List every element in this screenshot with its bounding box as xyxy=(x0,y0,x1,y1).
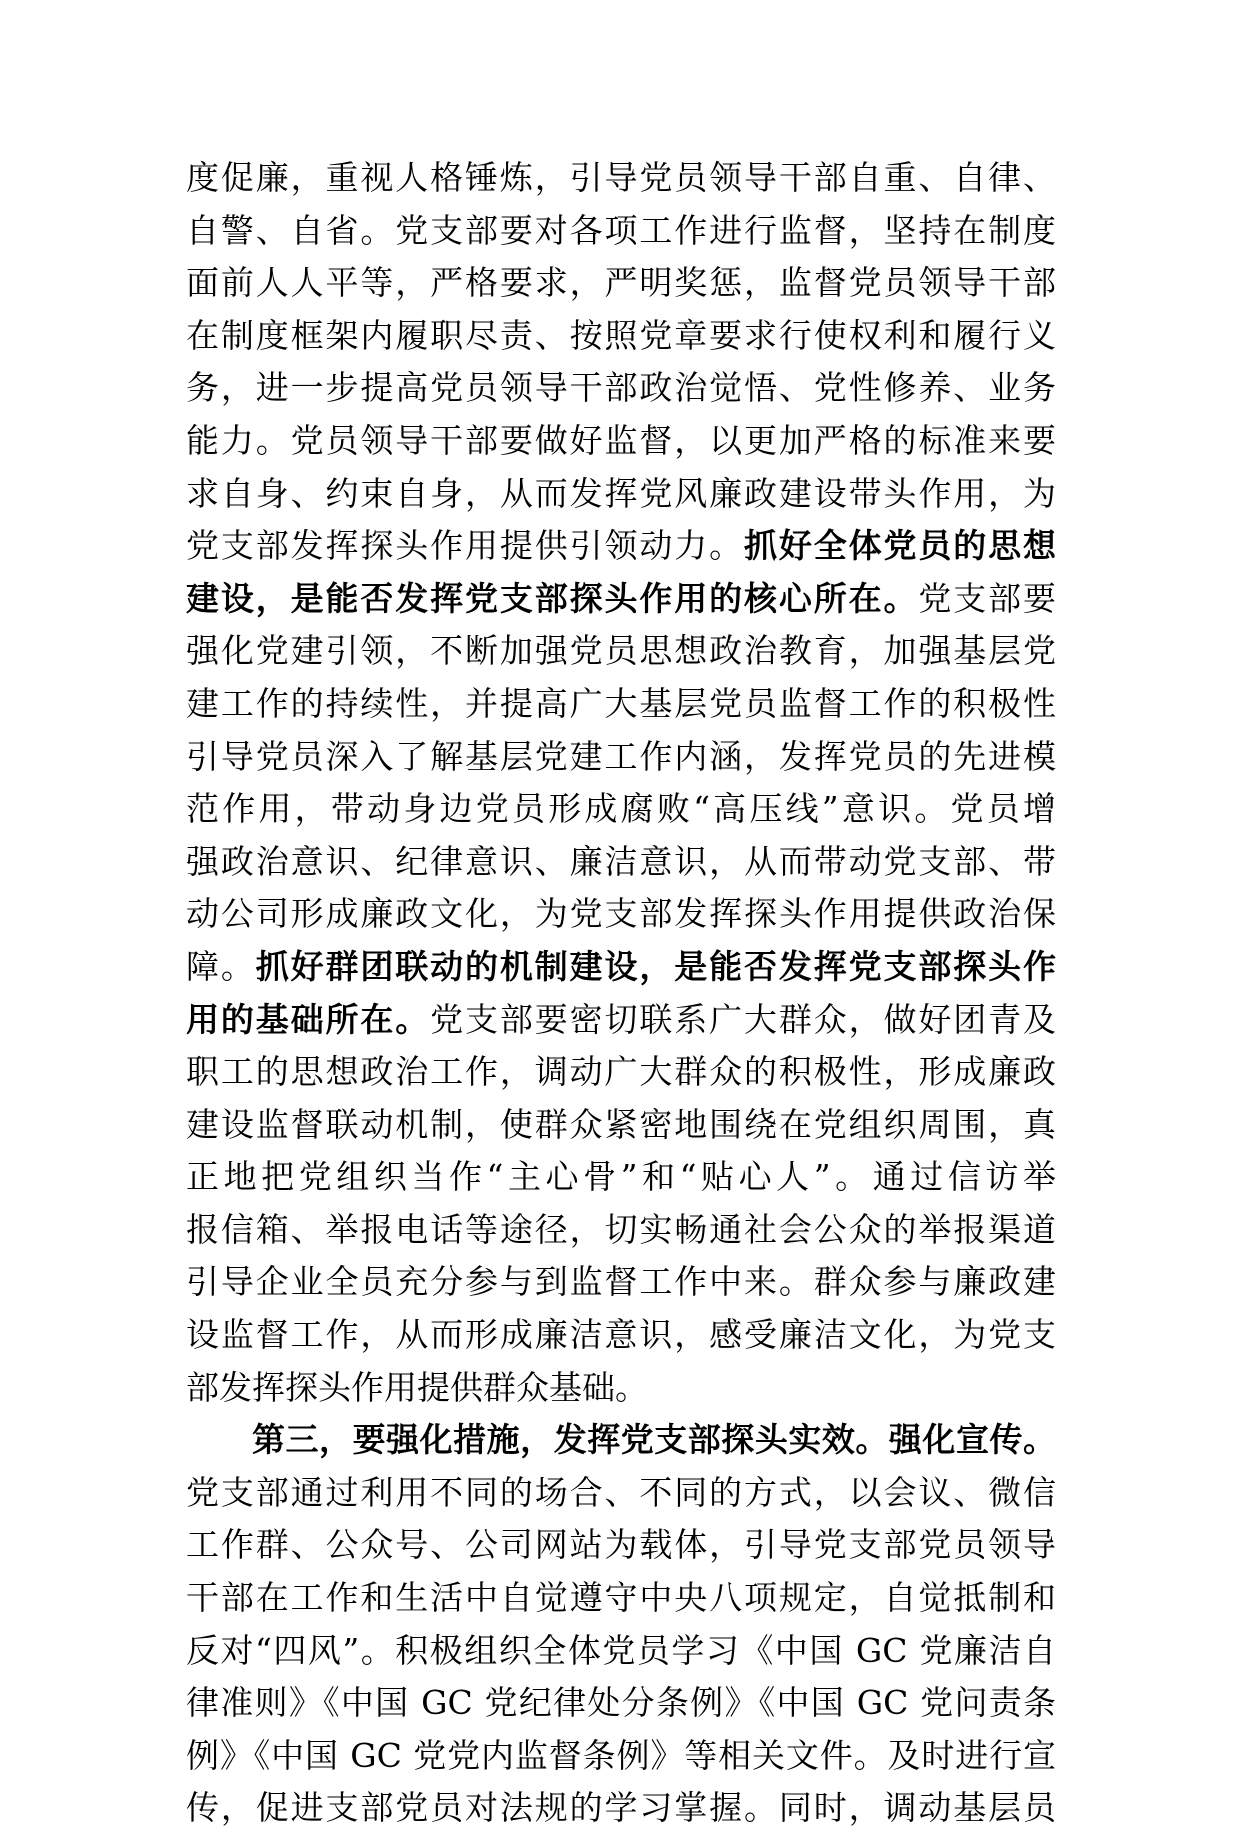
bold-text-segment: 用的基础所在。 xyxy=(186,999,431,1039)
text-segment: 报信箱、举报电话等途径，切实畅通社会公众的举报渠道 xyxy=(186,1209,1056,1249)
text-line xyxy=(186,1151,1056,1204)
text-segment: 工作群、公众号、公司网站为载体，引导党支部党员领导 xyxy=(186,1525,1056,1565)
text-line xyxy=(186,994,1056,1047)
text-line xyxy=(186,362,1056,415)
text-segment: 建工作的持续性，并提高广大基层党员监督工作的积极性 xyxy=(186,683,1056,723)
text-segment: 部发挥探头作用提供群众基础。 xyxy=(186,1367,648,1407)
text-segment: 职工的思想政治工作，调动广大群众的积极性，形成廉政 xyxy=(186,1052,1056,1092)
bold-text-segment: 抓好全体党员的思想 xyxy=(744,526,1056,566)
text-segment: 自警、自省。党支部要对各项工作进行监督，坚持在制度 xyxy=(186,210,1056,250)
text-line xyxy=(186,731,1056,784)
text-segment: 党支部通过利用不同的场合、不同的方式，以会议、微信 xyxy=(186,1472,1056,1512)
text-segment: 正地把党组织当作“主心骨”和“贴心人”。通过信访举 xyxy=(186,1157,1056,1197)
text-line xyxy=(186,1309,1056,1362)
text-line xyxy=(186,836,1056,889)
text-line xyxy=(186,678,1056,731)
text-line xyxy=(186,1414,1056,1467)
text-line xyxy=(186,1572,1056,1625)
text-segment: 务，进一步提高党员领导干部政治觉悟、党性修养、业务 xyxy=(186,368,1056,408)
text-segment: 干部在工作和生活中自觉遵守中央八项规定，自觉抵制和 xyxy=(186,1578,1056,1618)
text-line xyxy=(186,1519,1056,1572)
text-line xyxy=(186,1204,1056,1257)
text-segment: 度促廉，重视人格锤炼，引导党员领导干部自重、自律、 xyxy=(186,158,1056,197)
text-segment: 能力。党员领导干部要做好监督，以更加严格的标准来要 xyxy=(186,420,1056,460)
text-line xyxy=(186,205,1056,258)
text-line xyxy=(186,310,1056,363)
text-line xyxy=(186,152,1056,205)
text-segment: 引导企业全员充分参与到监督工作中来。群众参与廉政建 xyxy=(186,1262,1056,1302)
text-segment: 面前人人平等，严格要求，严明奖惩，监督党员领导干部 xyxy=(186,263,1056,303)
text-segment: 建设监督联动机制，使群众紧密地围绕在党组织周围，真 xyxy=(186,1104,1056,1144)
text-segment: 党支部要 xyxy=(918,578,1056,618)
text-segment: 反对“四风”。积极组织全体党员学习《中国 GC 党廉洁自 xyxy=(186,1630,1056,1670)
text-segment: 强化党建引领，不断加强党员思想政治教育，加强基层党 xyxy=(186,631,1056,671)
bold-text-segment: 抓好群团联动的机制建设，是能否发挥党支部探头作 xyxy=(255,946,1056,986)
text-segment: 党支部要密切联系广大群众，做好团青及 xyxy=(430,999,1056,1039)
text-segment: 求自身、约束自身，从而发挥党风廉政建设带头作用，为 xyxy=(186,473,1056,513)
text-segment: 例》《中国 GC 党党内监督条例》等相关文件。及时进行宣 xyxy=(186,1735,1056,1775)
text-segment: 律准则》《中国 GC 党纪律处分条例》《中国 GC 党问责条 xyxy=(186,1683,1056,1723)
bold-text-segment: 第三，要强化措施，发挥党支部探头实效。强化宣传。 xyxy=(252,1420,1056,1460)
text-line xyxy=(186,1677,1056,1730)
text-segment: 党支部发挥探头作用提供引领动力。 xyxy=(186,526,744,566)
text-line xyxy=(186,257,1056,310)
text-line xyxy=(186,415,1056,468)
text-segment: 在制度框架内履职尽责、按照党章要求行使权利和履行义 xyxy=(186,315,1056,355)
text-segment: 障。 xyxy=(186,946,256,986)
text-line xyxy=(186,520,1056,573)
text-segment: 强政治意识、纪律意识、廉洁意识，从而带动党支部、带 xyxy=(186,841,1056,881)
text-line xyxy=(186,1362,1056,1415)
text-segment: 传，促进支部党员对法规的学习掌握。同时，调动基层员 xyxy=(186,1788,1056,1828)
text-segment: 引导党员深入了解基层党建工作内涵，发挥党员的先进模 xyxy=(186,736,1056,776)
bold-text-segment: 建设，是能否发挥党支部探头作用的核心所在。 xyxy=(186,578,919,618)
text-line xyxy=(186,888,1056,941)
text-line xyxy=(186,1046,1056,1099)
text-line xyxy=(186,1099,1056,1152)
text-segment: 范作用，带动身边党员形成腐败“高压线”意识。党员增 xyxy=(186,789,1056,829)
text-line xyxy=(186,941,1056,994)
text-line xyxy=(186,573,1056,626)
document-body xyxy=(186,152,1056,1835)
text-line xyxy=(186,783,1056,836)
text-line xyxy=(186,468,1056,521)
text-line xyxy=(186,1467,1056,1520)
text-line xyxy=(186,1625,1056,1678)
text-segment: 设监督工作，从而形成廉洁意识，感受廉洁文化，为党支 xyxy=(186,1315,1056,1355)
text-line xyxy=(186,1256,1056,1309)
text-segment: 动公司形成廉政文化，为党支部发挥探头作用提供政治保 xyxy=(186,894,1056,934)
text-line xyxy=(186,1782,1056,1835)
text-line xyxy=(186,1730,1056,1783)
text-line xyxy=(186,625,1056,678)
